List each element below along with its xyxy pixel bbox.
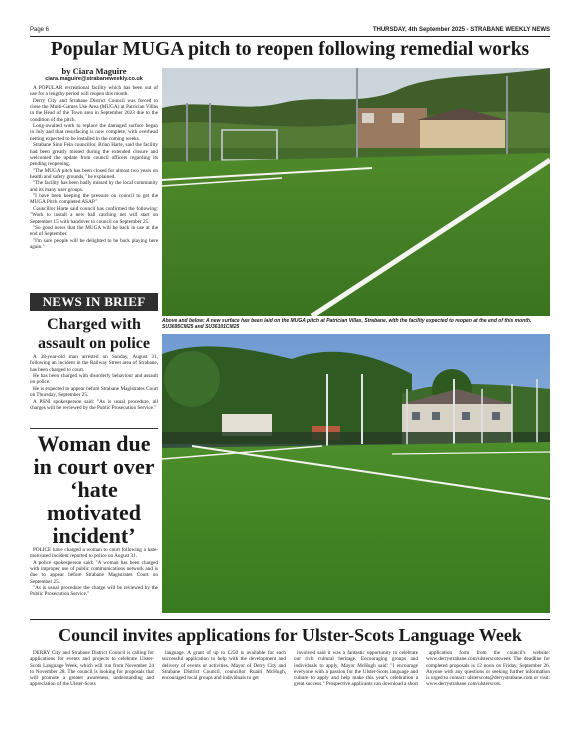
paragraph: application form from the council's website: www.derrystrabane.com/ulsterscotsweek The deadline for completed proposals is 12 noon on Friday, September 26. Anyone with any questions or seeking further information is urged to contact: ulsterscots@derrystrabane.com or visit: www.derrystrabane.com/ulsterscots. [426,650,550,688]
photo-muga-pitch-top [162,68,550,316]
paragraph: Derry City and Strabane District Council was forced to close the Multi-Games Use Area (MUGA) at Patrician Villas in the Head of the Town area in September 2023 due to the condition of the pitch. [30,97,158,123]
second-headline: Council invites applications for Ulster-Scots Language Week [58,625,522,645]
paragraph: POLICE have charged a woman to court following a hate-motivated incident reported to police on August 31. [30,547,158,560]
paragraph: A POPULAR recreational facility which has been out of use for a lengthy period will reopen this month. [30,85,158,98]
page-header [30,26,550,37]
paragraph: "As is usual procedure the charge will be reviewed by the Public Prosecution Service." [30,585,158,598]
section-divider [30,619,550,620]
edition-line: THURSDAY, 4th September 2025 - STRABANE WEEKLY NEWS [372,27,550,33]
paragraph: "The MUGA pitch has been closed for almost two years on health and safety grounds," he explained. [30,167,158,180]
paragraph: A PSNI spokesperson said: "As is usual procedure, all charges will be reviewed by the Public Prosecution Service." [30,398,158,411]
second-story-column-3 [294,650,418,688]
page-number: Page 6 [30,27,50,33]
brief-headline-woman: Woman due in court over ‘hate motivated incident’ [33,431,155,548]
byline-email[interactable]: ciara.maguire@strabaneweekly.co.uk [45,76,143,82]
paragraph: Strabane Sinn Fein councillor, Brian Harte, said the facility had been greatly missed during the extended closure and welcomed the update from council officers regarding its pending reopening. [30,142,158,168]
paragraph: Councillor Harte said council has confirmed the following: "Work to install a new ball catching net will start on September 15 with handover to council on September 25. [30,205,158,225]
paragraph: "I have been keeping the pressure on council to get the MUGA Pitch completed ASAP." [30,193,158,206]
brief-body-charged [30,354,158,411]
paragraph: involved said it was a fantastic opportunity to celebrate our rich cultural heritage. Encouraging groups and individuals to apply, Mayor McHugh said: "I encourage everyone with a passion for the Ulster-Scots language and culture to apply and help make this year's celebration a great success." Prospective applicants can download a short [294,650,418,688]
brief-headline-charged: Charged with assault on police [37,316,150,352]
paragraph: DERRY City and Strabane District Council is calling for applications for events and projects to celebrate Ulster-Scots Language Week, which will run from November 24 to November 28. The council is looking for proposals that will promote a greater awareness, understanding and appreciation of the Ulster-Scots [30,650,154,688]
paragraph: "The facility has been badly missed by the local community and its many user groups. [30,180,158,193]
news-in-brief-banner: NEWS IN BRIEF [30,293,158,311]
photo-muga-pitch-bottom [162,334,550,613]
paragraph: He has been charged with disorderly behaviour and assault on police. [30,373,158,386]
paragraph: language. A grant of up to £250 is available for each successful application to help with the development and delivery of events or activities. Mayor of Derry City and Strabane District Council, councillor Ruairi McHugh, encouraged local groups and individuals to get [162,650,286,682]
second-story-column-1 [30,650,154,688]
brief-divider [30,428,158,429]
second-story-column-4 [426,650,550,688]
paragraph: He is expected to appear before Strabane Magistrates Court on Thursday, September 25. [30,385,158,399]
byline-name: by Ciara Maguire [61,66,127,76]
photo-caption: Above and below: A new surface has been laid on the MUGA pitch at Patrician Villas, Strabane, with the facility expected to reopen at the end of this month. SU3695CM25 and SU36101CM25 [162,318,532,331]
pitch-photo-illustration [162,334,550,613]
brief-body-woman [30,547,158,598]
paragraph: A police spokesperson said: "A woman has been charged with improper use of public communications network and is due to appear before Strabane Magistrates Court on September 25. [30,559,158,585]
paragraph: "I'm sure people will be delighted to be back playing here again." [30,237,158,251]
second-story-column-2 [162,650,286,681]
paragraph: "So good news that the MUGA will be back in use at the end of September. [30,225,158,238]
lead-headline: Popular MUGA pitch to reopen following remedial works [50,39,530,60]
paragraph: Long-awaited work to replace the damaged surface began in July and that resurfacing is now complete, with overhead netting expected to be installed in the coming weeks. [30,123,158,142]
lead-story-body [30,85,158,251]
pitch-photo-illustration [162,68,550,316]
byline [30,66,158,83]
paragraph: A 38-year-old man arrested on Sunday, August 31, following an incident in the Railway Street area of Strabane, has been charged to court. [30,354,158,373]
